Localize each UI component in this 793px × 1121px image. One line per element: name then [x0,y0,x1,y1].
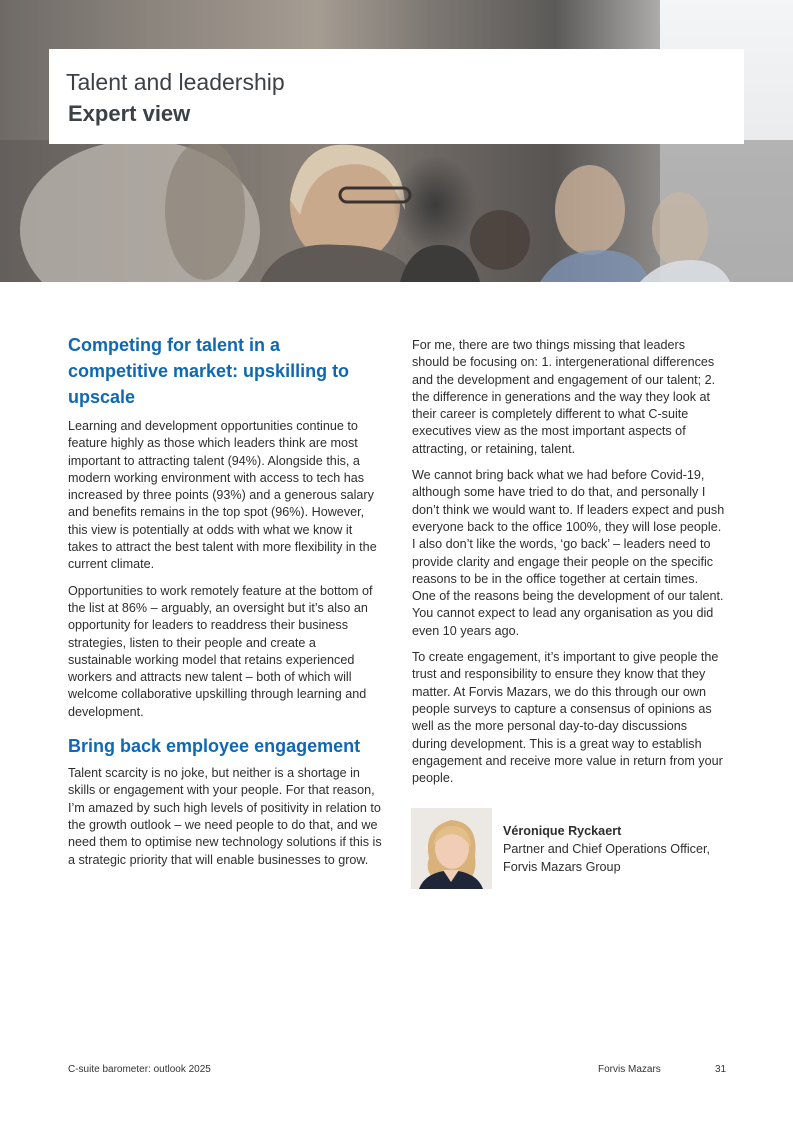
right-column [412,337,725,796]
author-name: Véronique Ryckaert [503,824,622,838]
author-portrait [411,808,492,889]
paragraph: We cannot bring back what we had before Covid-19, although some have tried to do that, and personally I don’t think we would want to. If leaders expect and push everyone back to the office 100%, they will lose people. I also don’t like the words, ‘go back’ – leaders need to provide clarity and engage their people on the specific reasons to be in the office together at certain times. One of the reasons being the development of our talent. You cannot expect to lead any organisation as you did even 10 years ago. [412,468,725,638]
section-heading-engagement: Bring back employee engagement [68,736,361,757]
title-box [49,49,744,144]
paragraph: To create engagement, it’s important to give people the trust and responsibility to ensure they know that they matter. At Forvis Mazars, we do this through our own people surveys to capture a consensus of opinions as well as the more personal day-to-day discussions during development. This is a great way to establish engagement and receive more value in return from your people. [412,650,723,786]
paragraph: For me, there are two things missing that leaders should be focusing on: 1. intergenerational differences and the development and engagement of our talent; 2. the difference in generations and the way they look at their career is completely different to what C-suite executives view as the most important aspects of attracting, or retaining, talent. [412,338,716,456]
left-column [68,332,382,878]
page-title: Talent and leadership [66,69,285,95]
section-heading-talent: Competing for talent in a competitive market: upskilling to upscale [68,335,350,407]
paragraph: Talent scarcity is no joke, but neither is a shortage in skills or engagement with your people. For that reason, I’m amazed by such high levels of positivity in relation to the growth outlook – we need people to do that, and we need them to optimise new technology solutions if this is a strategic priority that will enable businesses to grow. [68,766,382,867]
paragraph: Opportunities to work remotely feature at the bottom of the list at 86% – arguably, an oversight but it’s also an opportunity for leaders to readdress their business strategies, listen to their people and create a sustainable working model that retains experienced workers and attracts new talent – both of which will welcome collaborative upskilling through learning and development. [68,583,373,719]
author-role: Partner and Chief Operations Officer, Forvis Mazars Group [503,842,710,874]
footer-report-title: C-suite barometer: outlook 2025 [68,1064,211,1075]
author-block [411,808,741,890]
footer-brand: Forvis Mazars [598,1064,661,1075]
page-subtitle: Expert view [68,101,191,126]
paragraph: Learning and development opportunities continue to feature highly as those which leaders think are most important to attracting talent (94%). Alongside this, a modern working environment with access to tech has increased by three points (93%) and a generous salary and benefits remains in the top spot (96%). However, this view is potentially at odds with what we know it takes to attract the best talent with more flexibility in the current climate. [68,419,377,572]
page-number: 31 [715,1064,727,1075]
author-portrait-illustration [411,808,492,889]
